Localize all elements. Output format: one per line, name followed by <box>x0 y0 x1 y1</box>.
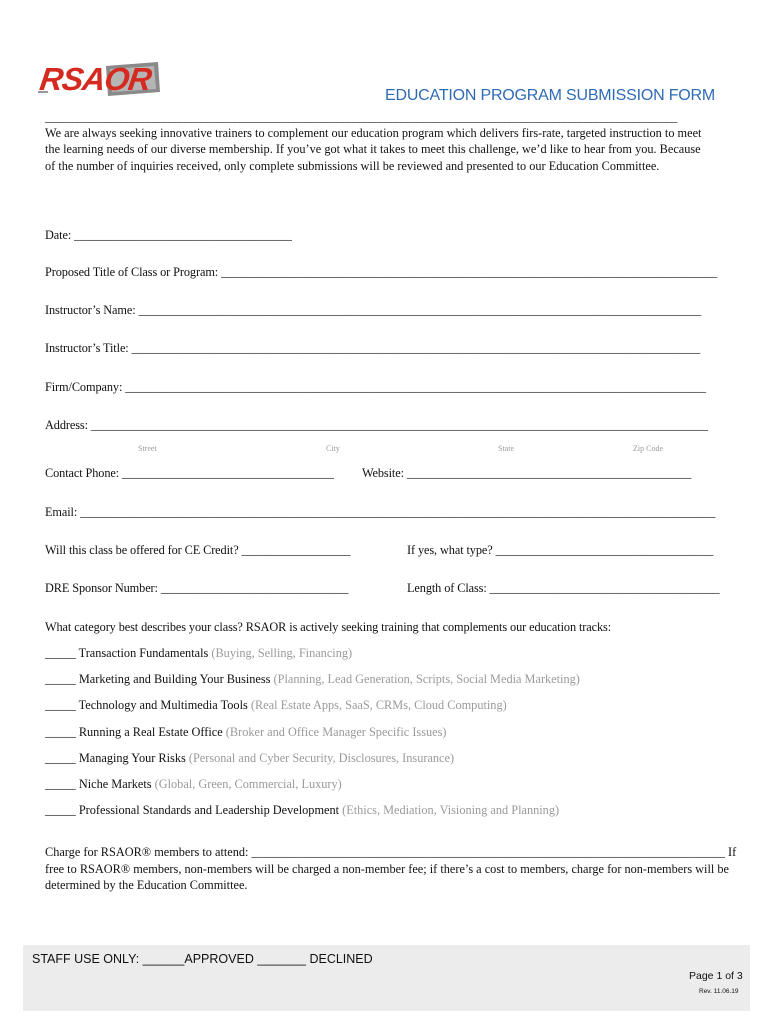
category-name: Marketing and Building Your Business <box>78 672 271 686</box>
category-blank[interactable]: _____ <box>45 725 76 739</box>
website-field[interactable]: Website: _______________________________________________ <box>362 466 692 480</box>
ce-type-field[interactable]: If yes, what type? ____________________________________ <box>407 543 714 557</box>
staff-use-line[interactable]: STAFF USE ONLY: ______APPROVED _______ DECLINED <box>32 952 373 966</box>
category-description: (Ethics, Mediation, Visioning and Planning) <box>342 803 560 817</box>
category-name: Professional Standards and Leadership Development <box>78 803 340 817</box>
category-blank[interactable]: _____ <box>45 672 76 686</box>
category-name: Transaction Fundamentals <box>78 646 209 660</box>
category-description: (Buying, Selling, Financing) <box>211 646 353 660</box>
category-item[interactable] <box>45 698 507 713</box>
category-name: Running a Real Estate Office <box>78 725 223 739</box>
category-description: (Planning, Lead Generation, Scripts, Social Media Marketing) <box>273 672 580 686</box>
category-item[interactable] <box>45 751 454 766</box>
category-blank[interactable]: _____ <box>45 698 76 712</box>
category-item[interactable] <box>45 777 342 792</box>
address-field[interactable]: Address: ______________________________________________________________________________________________________ <box>45 418 708 432</box>
category-description: (Real Estate Apps, SaaS, CRMs, Cloud Computing) <box>250 698 507 712</box>
date-field[interactable]: Date: ____________________________________ <box>45 228 292 242</box>
category-item[interactable] <box>45 646 352 661</box>
title-divider: _____________________________________________________________________________________________________________________ <box>45 110 677 124</box>
category-item[interactable] <box>45 803 559 818</box>
intro-paragraph: We are always seeking innovative trainers to complement our education program which delivers firs-rate, targeted instruction to meet the learning needs of our diverse membership. If you’ve got what it takes to meet this challenge, we’d like to hear from you. Because of the number of inquiries received, only complete submissions will be reviewed and presented to our Education Committee. <box>45 126 702 173</box>
category-blank[interactable]: _____ <box>45 803 76 817</box>
category-name: Niche Markets <box>78 777 152 791</box>
address-street-hint: Street <box>138 444 157 453</box>
address-zip-hint: Zip Code <box>633 444 663 453</box>
category-blank[interactable]: _____ <box>45 751 76 765</box>
page-number: Page 1 of 3 <box>689 970 743 982</box>
category-name: Technology and Multimedia Tools <box>78 698 248 712</box>
dre-sponsor-field[interactable]: DRE Sponsor Number: _______________________________ <box>45 581 349 595</box>
ce-credit-field[interactable]: Will this class be offered for CE Credit? __________________ <box>45 543 351 557</box>
form-title: EDUCATION PROGRAM SUBMISSION FORM <box>385 87 716 104</box>
rsaor-logo <box>36 52 162 102</box>
category-item[interactable] <box>45 672 580 687</box>
category-description: (Broker and Office Manager Specific Issues) <box>225 725 447 739</box>
firm-company-field[interactable]: Firm/Company: ________________________________________________________________________________________________ <box>45 380 706 394</box>
category-blank[interactable]: _____ <box>45 777 76 791</box>
category-prompt: What category best describes your class? RSAOR is actively seeking training that complements our education tracks: <box>45 620 612 634</box>
category-blank[interactable]: _____ <box>45 646 76 660</box>
address-city-hint: City <box>326 444 340 453</box>
revision-label: Rev. 11.06.19 <box>699 988 739 995</box>
instructor-title-field[interactable]: Instructor’s Title: ______________________________________________________________________________________________ <box>45 341 701 355</box>
category-description: (Personal and Cyber Security, Disclosures, Insurance) <box>188 751 455 765</box>
instructor-name-field[interactable]: Instructor’s Name: _____________________________________________________________________________________________ <box>45 303 701 317</box>
category-item[interactable] <box>45 725 447 740</box>
charge-paragraph[interactable]: Charge for RSAOR® members to attend: _____________________________________________________________________________ If free to RSAOR® members, non-members will be charged a non-member fee; if there’s a cost to members, charge for non-members will be determined by the Education Committee. <box>45 845 737 892</box>
address-state-hint: State <box>498 444 514 453</box>
class-length-field[interactable]: Length of Class: ______________________________________ <box>407 581 720 595</box>
contact-phone-field[interactable]: Contact Phone: ___________________________________ <box>45 466 334 480</box>
category-description: (Global, Green, Commercial, Luxury) <box>154 777 342 791</box>
email-field[interactable]: Email: _________________________________________________________________________________________________________ <box>45 505 716 519</box>
svg-text:RSAOR: RSAOR <box>37 61 154 97</box>
proposed-title-field[interactable]: Proposed Title of Class or Program: __________________________________________________________________________________ <box>45 265 718 279</box>
category-name: Managing Your Risks <box>78 751 186 765</box>
